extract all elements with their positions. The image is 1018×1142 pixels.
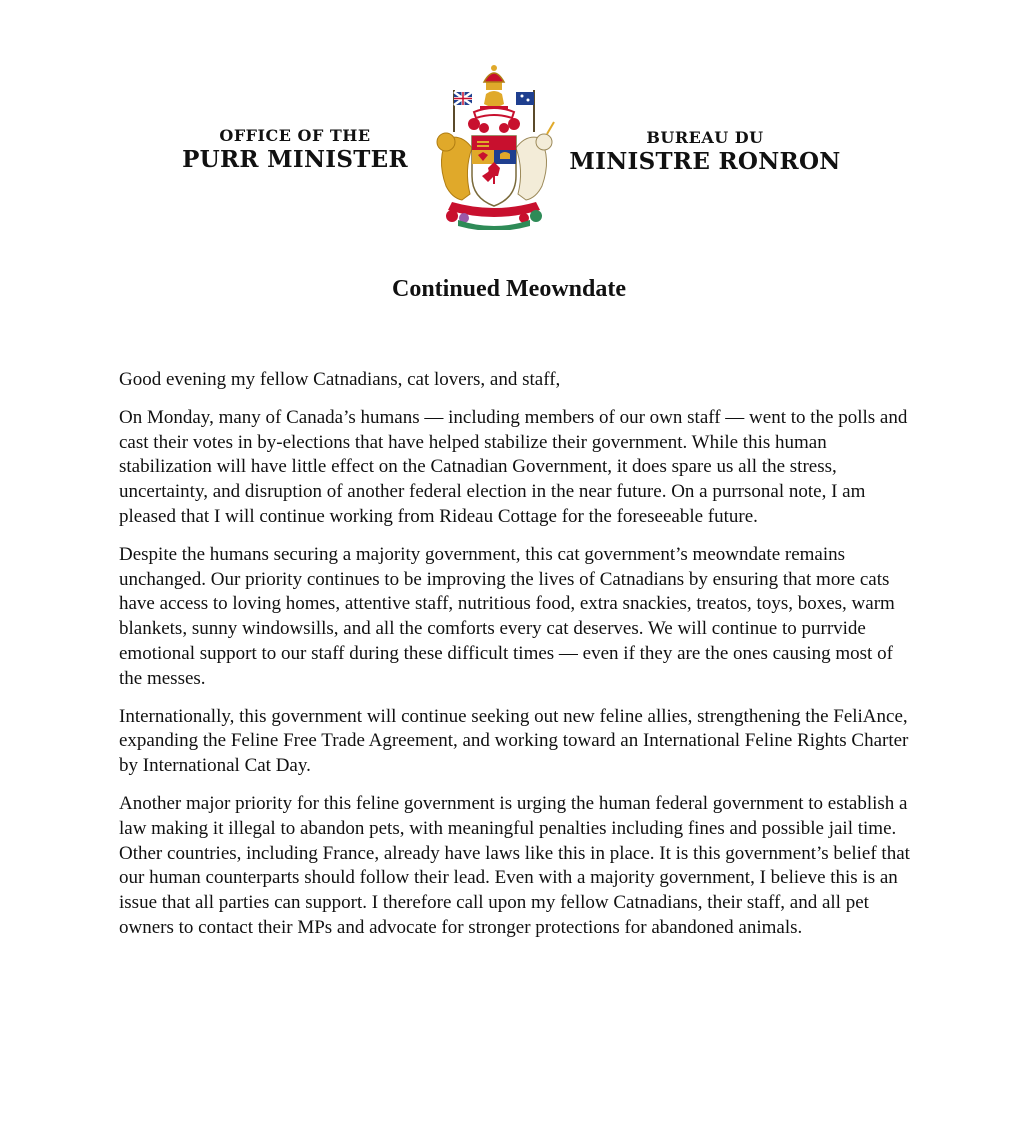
- greeting-paragraph: Good evening my fellow Catnadians, cat lovers, and staff,: [119, 369, 561, 390]
- body-paragraph: Despite the humans securing a majority government, this cat government’s meowndate remains unchanged. Our priority continues to be improving the lives of Catnadians by ensuring that more cats have access to loving homes, attentive staff, nutritious food, extra snackies, treatos, toys, boxes, warm blankets, sunny windowsills, and all the comforts every cat deserves. We will continue to purrvide emotional support to our staff during these difficult times — even if they are the ones causing most of the messes.: [119, 543, 895, 689]
- body-paragraph: Internationally, this government will continue seeking out new feline allies, strengthening the FeliAnce, expanding the Feline Free Trade Agreement, and working toward an International Feline Rights Charter by International Cat Day.: [119, 705, 909, 777]
- office-name-french: [560, 128, 850, 176]
- office-en-line1: OFFICE OF THE: [219, 126, 371, 145]
- body-paragraph: Another major priority for this feline government is urging the human federal government to establish a law making it illegal to abandon pets, with meaningful penalties including fines and possible jail time. Other countries, including France, already have laws like this in place. It is this government’s belief that our human counterparts should follow their lead. Even with a majority government, I believe this is an issue that all parties can support. I therefore call upon my fellow Catnadians, their staff, and all pet owners to contact their MPs and advocate for stronger protections for abandoned animals.: [119, 792, 910, 938]
- letter-body: [119, 368, 919, 954]
- office-en-line2: PURR MINISTER: [182, 146, 408, 173]
- office-name-english: [150, 126, 440, 174]
- body-paragraph: On Monday, many of Canada’s humans — including members of our own staff — went to the polls and cast their votes in by-elections that have helped stabilize their government. While this human stabilization will have little effect on the Catnadian Government, it does spare us all the stress, uncertainty, and disruption of another federal election in the near future. On a purrsonal note, I am pleased that I will continue working from Rideau Cottage for the foreseeable future.: [119, 406, 908, 527]
- crown-icon: [484, 65, 504, 90]
- office-fr-line1: BUREAU DU: [646, 128, 764, 147]
- document-title: Continued Meowndate: [391, 276, 626, 302]
- coat-of-arms-icon: [428, 60, 560, 230]
- office-fr-line2: MINISTRE RONRON: [569, 148, 841, 175]
